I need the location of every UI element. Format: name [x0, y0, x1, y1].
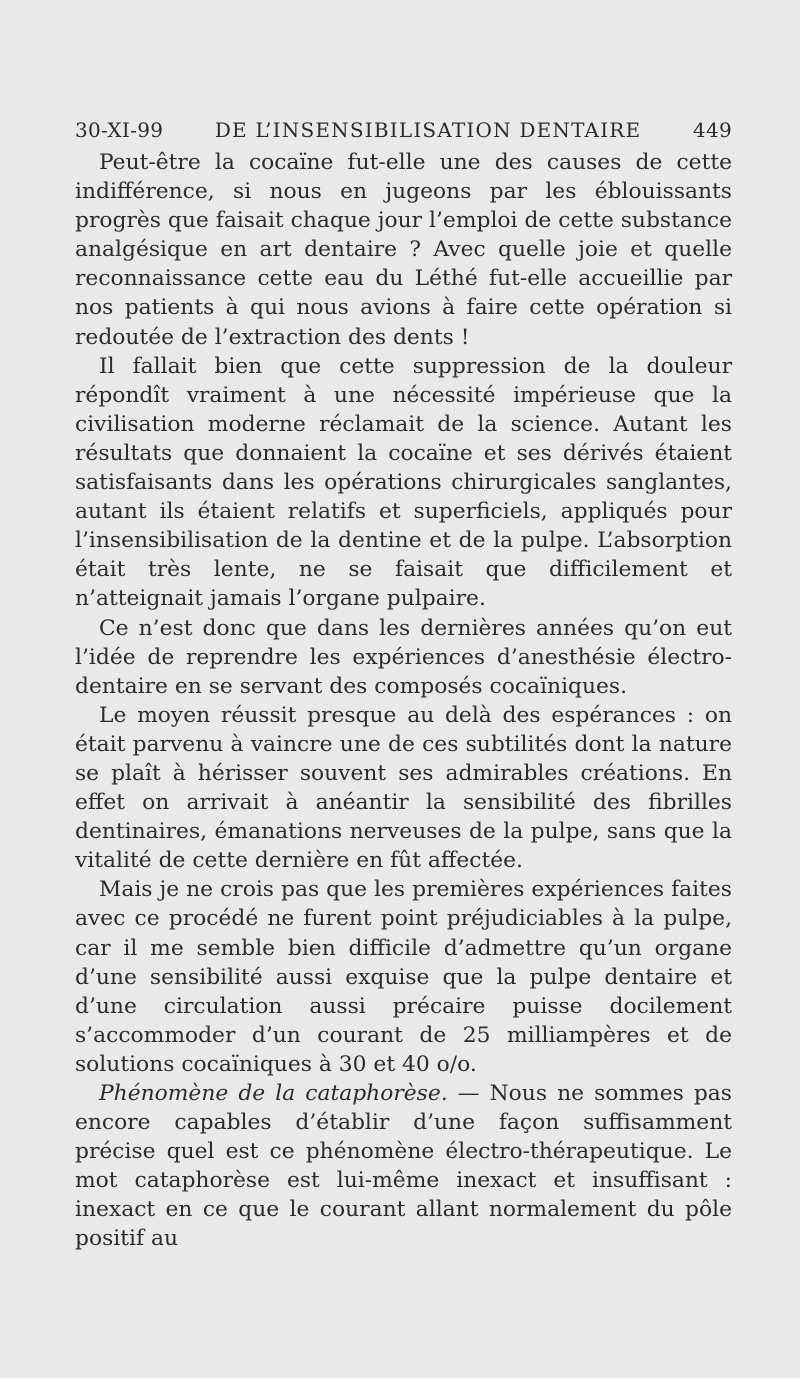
header-date: 30-XI-99 — [75, 118, 164, 142]
paragraph-text: Le moyen réussit presque au delà des espérances : on était parvenu à vaincre une de ces subtilités dont la nature se plaît à hérisser souvent ses admirables créations. En effet on arrivait à anéantir la sensibilité des fibrilles dentinaires, émanations nerveuses de la pulpe, sans que la vitalité de cette dernière en fût affectée. — [75, 702, 732, 874]
paragraph-text: Ce n’est donc que dans les dernières années qu’on eut l’idée de reprendre les expériences d’anesthésie électro-dentaire en se servant des composés cocaïniques. — [75, 615, 732, 699]
paragraph — [75, 875, 732, 1079]
header-title: DE L’INSENSIBILISATION DENTAIRE — [214, 118, 642, 142]
paragraph — [75, 614, 732, 701]
paragraph-text: Peut-être la cocaïne fut-elle une des causes de cette indifférence, si nous en jugeons par les éblouissants progrès que faisait chaque jour l’emploi de cette substance analgésique en art dentaire ? Avec quelle joie et quelle reconnaissance cette eau du Léthé fut-elle accueillie par nos patients à qui nous avions à faire cette opération si redoutée de l’extraction des dents ! — [75, 150, 732, 350]
section-heading: Phénomène de la cataphorèse. — [99, 1081, 448, 1106]
paragraph — [75, 148, 732, 352]
body-text — [75, 148, 732, 1254]
running-head — [75, 118, 732, 144]
paragraph-text: — Nous ne sommes pas encore capables d’établir d’une façon suffisamment précise quel est ce phénomène électro-thérapeutique. Le mot cataphorèse est lui-même inexact et insuffisant : inexact en ce que le courant allant normalement du pôle positif au — [75, 1081, 732, 1252]
paragraph — [75, 701, 732, 876]
page-number: 449 — [692, 118, 732, 142]
paragraph-text: Mais je ne crois pas que les premières expériences faites avec ce procédé ne furent point préjudiciables à la pulpe, car il me semble bien difficile d’admettre qu’un organe d’une sensibilité aussi exquise que la pulpe dentaire et d’une circulation aussi précaire puisse docilement s’accommoder d’un courant de 25 milliampères et de solutions cocaïniques à 30 et 40 o/o. — [75, 877, 732, 1077]
paragraph-text: Il fallait bien que cette suppression de la douleur répondît vraiment à une nécessité impérieuse que la civilisation moderne réclamait de la science. Autant les résultats que donnaient la cocaïne et ses dérivés étaient satisfaisants dans les opérations chirurgicales sanglantes, autant ils étaient relatifs et superficiels, appliqués pour l’insensibilisation de la dentine et de la pulpe. L’absorption était très lente, ne se faisait que difficilement et n’atteignait jamais l’organe pulpaire. — [75, 353, 732, 612]
paragraph — [75, 352, 732, 614]
paragraph — [75, 1079, 732, 1254]
